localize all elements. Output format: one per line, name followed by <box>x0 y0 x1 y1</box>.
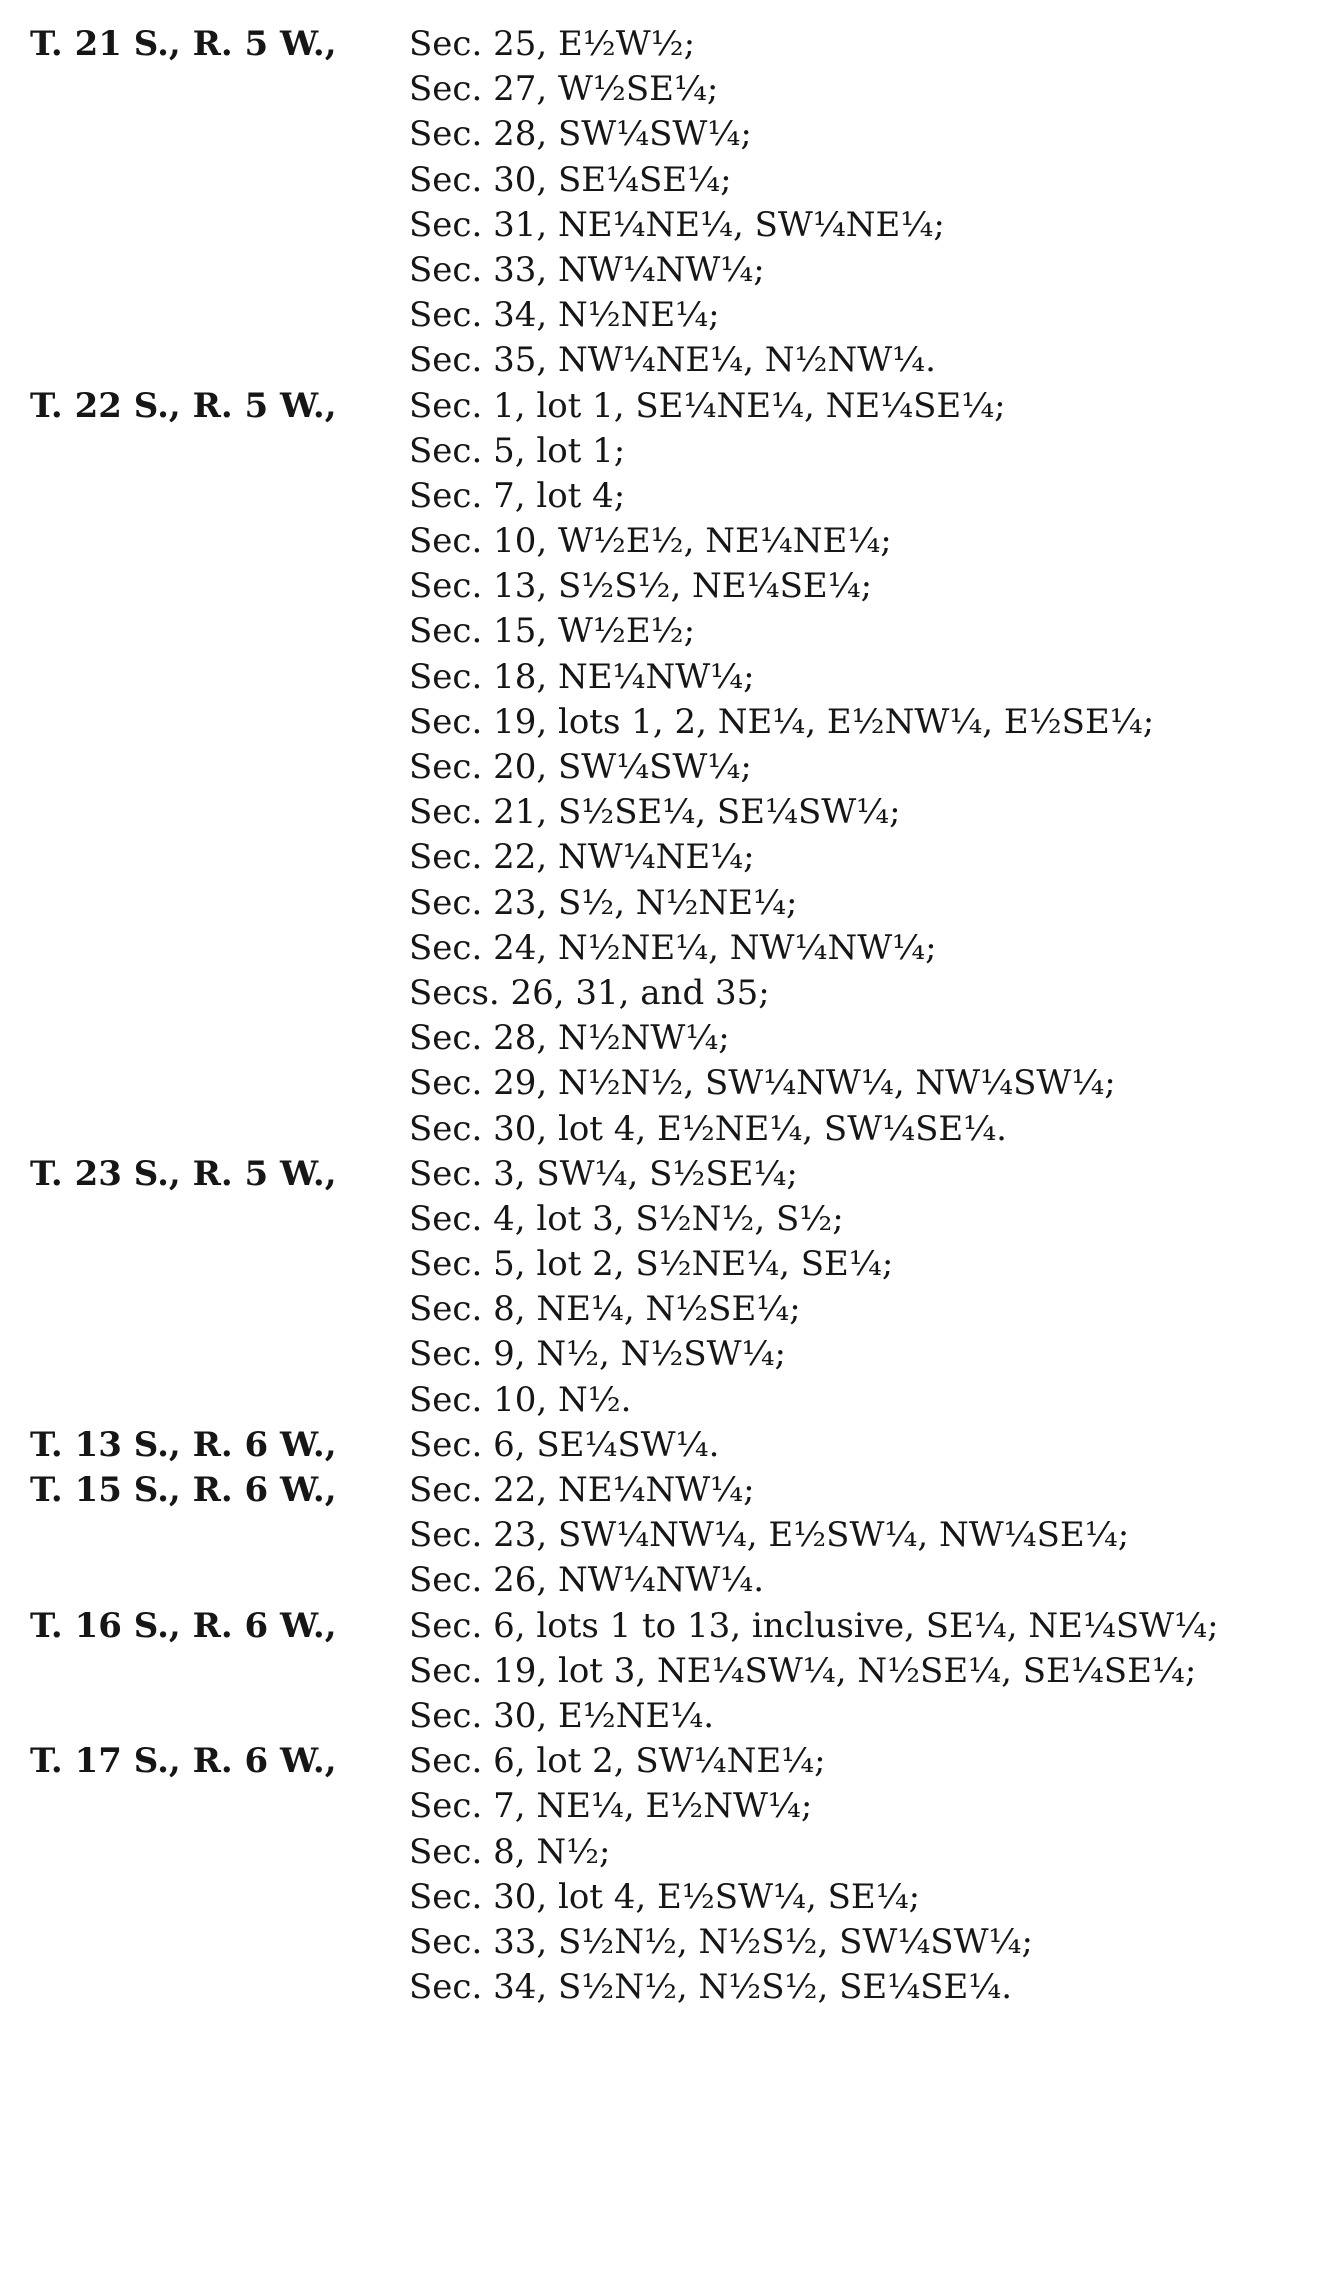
section-description: Sec. 19, lots 1, 2, NE¼, E½NW¼, E½SE¼; <box>409 701 1155 742</box>
section-description: Sec. 22, NW¼NE¼; <box>409 837 755 878</box>
table-row <box>0 1965 1343 2010</box>
table-row <box>0 67 1343 112</box>
table-row <box>0 700 1343 745</box>
section-description: Sec. 30, lot 4, E½SW¼, SE¼; <box>409 1876 921 1917</box>
table-row <box>0 1784 1343 1829</box>
table-row <box>0 1649 1343 1694</box>
section-description: Sec. 33, NW¼NW¼; <box>409 249 765 290</box>
table-row <box>0 609 1343 654</box>
section-description: Sec. 6, SE¼SW¼. <box>409 1424 720 1465</box>
table-row <box>0 1197 1343 1242</box>
section-description: Sec. 7, NE¼, E½NW¼; <box>409 1786 813 1827</box>
section-description: Sec. 35, NW¼NE¼, N½NW¼. <box>409 340 936 381</box>
table-row <box>0 429 1343 474</box>
table-row <box>0 926 1343 971</box>
section-description: Sec. 24, N½NE¼, NW¼NW¼; <box>409 927 937 968</box>
table-row <box>0 1694 1343 1739</box>
table-row <box>0 203 1343 248</box>
section-description: Sec. 30, lot 4, E½NE¼, SW¼SE¼. <box>409 1108 1007 1149</box>
table-row <box>0 881 1343 926</box>
table-row <box>0 1423 1343 1468</box>
table-row <box>0 745 1343 790</box>
section-description: Sec. 26, NW¼NW¼. <box>409 1560 765 1601</box>
table-row <box>0 112 1343 157</box>
section-description: Sec. 18, NE¼NW¼; <box>409 656 755 697</box>
table-row <box>0 1513 1343 1558</box>
section-description: Sec. 30, E½NE¼. <box>409 1695 715 1736</box>
section-description: Secs. 26, 31, and 35; <box>409 972 770 1013</box>
section-description: Sec. 8, N½; <box>409 1831 611 1872</box>
table-row <box>0 1152 1343 1197</box>
table-row <box>0 1468 1343 1513</box>
section-description: Sec. 6, lot 2, SW¼NE¼; <box>409 1741 826 1782</box>
township-range-label: T. 23 S., R. 5 W., <box>30 1153 337 1194</box>
table-row <box>0 1875 1343 1920</box>
table-row <box>0 519 1343 564</box>
section-description: Sec. 15, W½E½; <box>409 611 696 652</box>
section-description: Sec. 34, S½N½, N½S½, SE¼SE¼. <box>409 1967 1013 2008</box>
section-description: Sec. 27, W½SE¼; <box>409 69 719 110</box>
section-description: Sec. 10, W½E½, NE¼NE¼; <box>409 521 892 562</box>
table-row <box>0 158 1343 203</box>
table-row <box>0 1287 1343 1332</box>
table-row <box>0 1830 1343 1875</box>
table-row <box>0 1016 1343 1061</box>
section-description: Sec. 20, SW¼SW¼; <box>409 747 752 787</box>
section-description: Sec. 5, lot 2, S½NE¼, SE¼; <box>409 1244 894 1285</box>
section-description: Sec. 4, lot 3, S½N½, S½; <box>409 1198 844 1239</box>
township-range-label: T. 15 S., R. 6 W., <box>30 1470 337 1510</box>
section-description: Sec. 6, lots 1 to 13, inclusive, SE¼, NE¼SW¼; <box>409 1605 1219 1646</box>
section-description: Sec. 1, lot 1, SE¼NE¼, NE¼SE¼; <box>409 385 1006 426</box>
table-row <box>0 790 1343 835</box>
section-description: Sec. 33, S½N½, N½S½, SW¼SW¼; <box>409 1921 1033 1962</box>
section-description: Sec. 22, NE¼NW¼; <box>409 1470 755 1510</box>
table-row <box>0 22 1343 67</box>
table-row <box>0 248 1343 293</box>
township-range-label: T. 17 S., R. 6 W., <box>30 1741 337 1782</box>
table-row <box>0 835 1343 880</box>
section-description: Sec. 28, N½NW¼; <box>409 1018 730 1059</box>
table-row <box>0 1107 1343 1152</box>
table-row <box>0 293 1343 338</box>
section-description: Sec. 23, S½, N½NE¼; <box>409 882 798 923</box>
table-row <box>0 1242 1343 1287</box>
table-row <box>0 971 1343 1016</box>
section-description: Sec. 31, NE¼NE¼, SW¼NE¼; <box>409 204 945 245</box>
table-row <box>0 1061 1343 1106</box>
township-range-label: T. 13 S., R. 6 W., <box>30 1424 337 1465</box>
section-description: Sec. 19, lot 3, NE¼SW¼, N½SE¼, SE¼SE¼; <box>409 1650 1197 1691</box>
table-row <box>0 1920 1343 1965</box>
township-range-label: T. 21 S., R. 5 W., <box>30 24 337 64</box>
section-description: Sec. 7, lot 4; <box>409 475 626 516</box>
section-description: Sec. 34, N½NE¼; <box>409 295 720 336</box>
table-row <box>0 1332 1343 1377</box>
table-row <box>0 1558 1343 1603</box>
section-description: Sec. 30, SE¼SE¼; <box>409 159 732 200</box>
section-description: Sec. 23, SW¼NW¼, E½SW¼, NW¼SE¼; <box>409 1515 1130 1556</box>
table-row <box>0 564 1343 609</box>
table-row <box>0 1378 1343 1423</box>
section-description: Sec. 8, NE¼, N½SE¼; <box>409 1289 801 1330</box>
section-description: Sec. 13, S½S½, NE¼SE¼; <box>409 566 873 607</box>
township-range-label: T. 22 S., R. 5 W., <box>30 385 337 426</box>
section-description: Sec. 21, S½SE¼, SE¼SW¼; <box>409 792 901 833</box>
section-description: Sec. 25, E½W½; <box>409 24 696 64</box>
township-range-label: T. 16 S., R. 6 W., <box>30 1605 337 1646</box>
section-description: Sec. 3, SW¼, S½SE¼; <box>409 1153 798 1194</box>
section-description: Sec. 9, N½, N½SW¼; <box>409 1334 786 1375</box>
table-row <box>0 384 1343 429</box>
table-row <box>0 338 1343 383</box>
table-row <box>0 1604 1343 1649</box>
section-description: Sec. 5, lot 1; <box>409 430 626 471</box>
table-row <box>0 1739 1343 1784</box>
section-description: Sec. 29, N½N½, SW¼NW¼, NW¼SW¼; <box>409 1063 1116 1104</box>
section-description: Sec. 10, N½. <box>409 1379 632 1420</box>
land-description-list <box>0 22 1343 2010</box>
table-row <box>0 474 1343 519</box>
table-row <box>0 655 1343 700</box>
section-description: Sec. 28, SW¼SW¼; <box>409 114 752 155</box>
